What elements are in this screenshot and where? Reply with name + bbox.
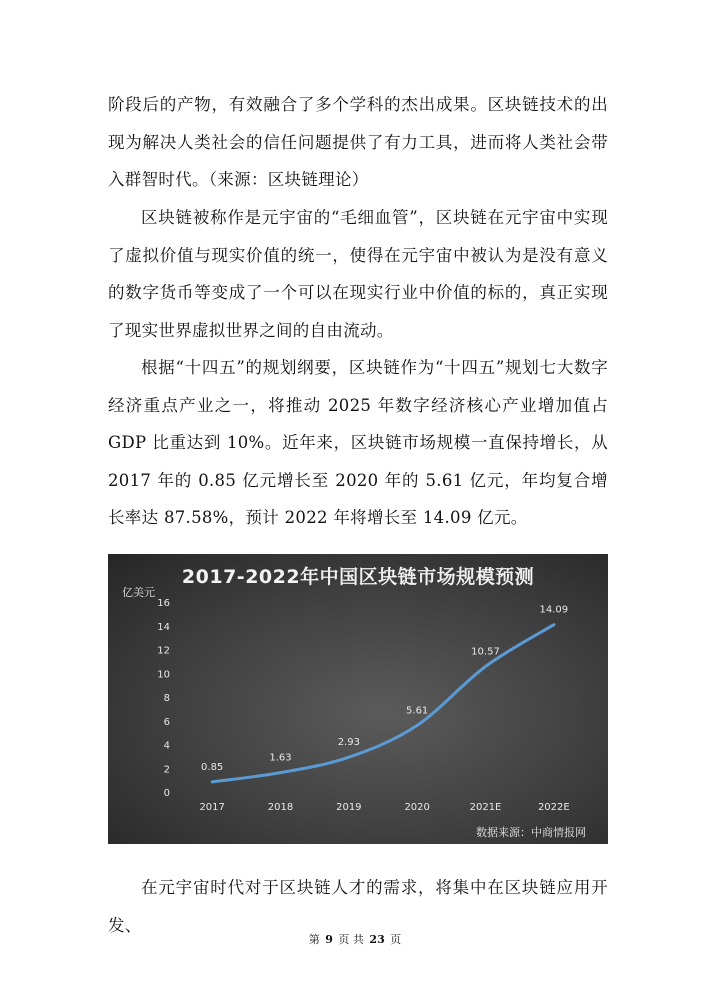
chart-source: 数据来源：中商情报网	[476, 826, 586, 839]
y-tick-label-0: 0	[163, 788, 170, 799]
data-label-2022e: 14.09	[539, 604, 569, 616]
series-line	[212, 625, 554, 782]
y-tick-label-2: 2	[163, 764, 170, 776]
footer-page-number: 9	[325, 933, 333, 946]
paragraph-3: 根据“十四五”的规划纲要，区块链作为“十四五”规划七大数字经济重点产业之一，将推动 2025 年数字经济核心产业增加值占 GDP 比重达到 10%。近年来，区块链市场规模一直保持增长，从 2017 年的 0.85 亿元增长至 2020 年的 5.61 亿元，年均复合增长率达 87.58%，预计 2022 年将增长至 14.09 亿元。	[108, 358, 608, 527]
footer-suffix: 页	[390, 933, 402, 946]
x-tick-label-2021e: 2021E	[469, 802, 502, 813]
paragraph-4: 在元宇宙时代对于区块链人才的需求，将集中在区块链应用开发、	[108, 878, 608, 935]
data-label-2017: 0.85	[201, 761, 224, 773]
y-tick-label-10: 10	[157, 669, 170, 681]
footer-middle: 页 共	[338, 933, 364, 946]
paragraph-1: 阶段后的产物，有效融合了多个学科的杰出成果。区块链技术的出现为解决人类社会的信任问题提供了有力工具，进而将人类社会带入群智时代。（来源：区块链理论）	[108, 95, 608, 189]
x-tick-label-2017: 2017	[199, 802, 225, 813]
data-label-2018: 1.63	[269, 752, 292, 764]
y-tick-label-16: 16	[157, 598, 170, 609]
y-tick-label-12: 12	[157, 645, 170, 657]
x-tick-label-2022e: 2022E	[537, 802, 570, 813]
y-tick-label-4: 4	[163, 740, 170, 752]
chart-title: 2017-2022年中国区块链市场规模预测	[181, 566, 535, 588]
market-size-chart	[108, 554, 608, 844]
chart-unit-label: 亿美元	[122, 586, 155, 599]
x-tick-label-2019: 2019	[336, 802, 362, 813]
paragraph-2: 区块链被称作是元宇宙的“毛细血管”，区块链在元宇宙中实现了虚拟价值与现实价值的统一，使得在元宇宙中被认为是没有意义的数字货币等变成了一个可以在现实行业中价值的标的，真正实现了现实世界虚拟世界之间的自由流动。	[108, 208, 608, 340]
x-tick-label-2020: 2020	[404, 802, 430, 813]
y-tick-label-6: 6	[163, 716, 170, 728]
page-footer	[0, 931, 710, 947]
y-tick-label-8: 8	[163, 693, 170, 704]
y-tick-label-14: 14	[157, 621, 170, 633]
data-label-2019: 2.93	[337, 737, 360, 749]
data-label-2020: 5.61	[406, 705, 429, 717]
x-tick-label-2018: 2018	[267, 802, 294, 813]
chart-svg	[108, 554, 608, 844]
footer-total-pages: 23	[369, 933, 385, 946]
footer-prefix: 第	[308, 933, 320, 946]
data-label-2021e: 10.57	[471, 646, 500, 658]
